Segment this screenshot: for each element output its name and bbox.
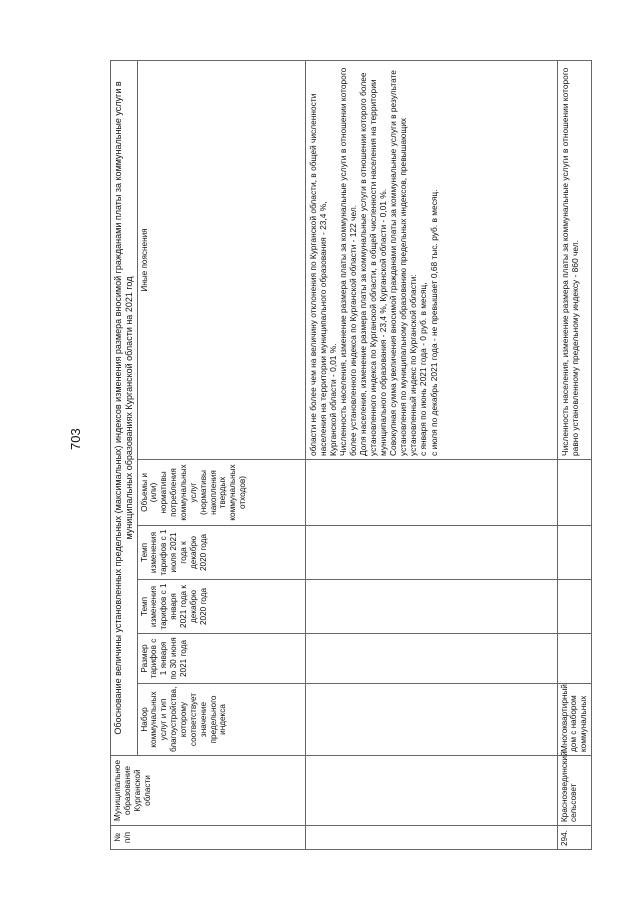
row1-num — [305, 826, 557, 850]
row1-rate2 — [305, 526, 557, 580]
col-rate1-header: Темп изменения тарифов с 1 января 2021 года к декабрю 2020 года — [137, 580, 305, 634]
col-rate2-header: Темп изменения тарифов с 1 июля 2021 года к декабрю 2020 года — [137, 526, 305, 580]
table-row — [557, 61, 592, 850]
explanation-line: Численность населения, изменение размера платы за коммунальные услуги в отношении которого более установленного индекса по Курганской области - 122 чел. — [337, 67, 358, 456]
row2-municipality: Красноэвединский сельсовет — [557, 756, 592, 826]
justification-table — [110, 60, 592, 850]
row1-volume — [305, 460, 557, 526]
row2-size — [557, 634, 592, 684]
table-row — [305, 61, 557, 850]
row1-set — [305, 684, 557, 756]
explanation-line: Доля населения, изменение размера платы за коммунальные услуги в отношении которого более установленного индекса по Курганской области, в общей численности населения на территории муниципального образования - 23,4 %, Курганской области - 0,01 %. — [357, 72, 389, 456]
col-num-header: № п/п — [111, 826, 306, 850]
explanation-line: с июля по декабрь 2021 года - не превышает 0,68 тыс. руб. в месяц. — [428, 189, 439, 456]
row2-num: 294. — [557, 826, 592, 850]
row2-volume — [557, 460, 592, 526]
row2-set: Многоквартирный дом с набором коммунальных — [557, 684, 592, 756]
row1-size — [305, 634, 557, 684]
header-row-1 — [111, 61, 138, 850]
page-number: 703 — [68, 428, 83, 450]
rotated-page-content — [110, 60, 600, 850]
table-title: Обоснование величины установленных предельных (максимальных) индексов изменения размера вносимой гражданами платы за коммунальные услуги в муниципальных образованиях Курганской области на 2021 год — [111, 61, 138, 756]
col-size-header: Размер тарифов с 1 января по 30 июня 2021 года — [137, 634, 305, 684]
row2-rate1 — [557, 580, 592, 634]
explanation-line: Курганской области - 0,01 %. — [327, 343, 338, 456]
row1-rate1 — [305, 580, 557, 634]
row2-explanation: Численность населения, изменение размера платы за коммунальные услуги в отношении которого равно установленному предельному индексу - 860 чел. — [557, 61, 592, 460]
col-volume-header: Объемы и (или) нормативы потребления коммунальных услуг (нормативы накопления твердых коммунальных отходов) — [137, 460, 305, 526]
col-municipality-header: Муниципальное образование Курганской области — [111, 756, 306, 826]
explanation-line: области не более чем на величину отклонения по Курганской области, в общей численности населения на территории муниципального образования - 23,4 %, — [307, 93, 328, 456]
row2-rate2 — [557, 526, 592, 580]
row1-municipality — [305, 756, 557, 826]
col-other-header: Иные пояснения — [137, 61, 305, 460]
col-set-header: Набор коммунальных услуг и тип благоустройства, которому соответствует значение предельного индекса — [137, 684, 305, 756]
explanation-line: с января по июнь 2021 года - 0 руб. в месяц, — [418, 282, 429, 456]
row1-explanation — [305, 61, 557, 460]
explanation-line: Совокупная сумма увеличения вносимой гражданами платы за коммунальные услуги в результате установления по муниципальному образованию предельных индексов, превышающих установленный индекс по Курганской области: — [388, 70, 419, 456]
header-row-2 — [137, 61, 305, 850]
